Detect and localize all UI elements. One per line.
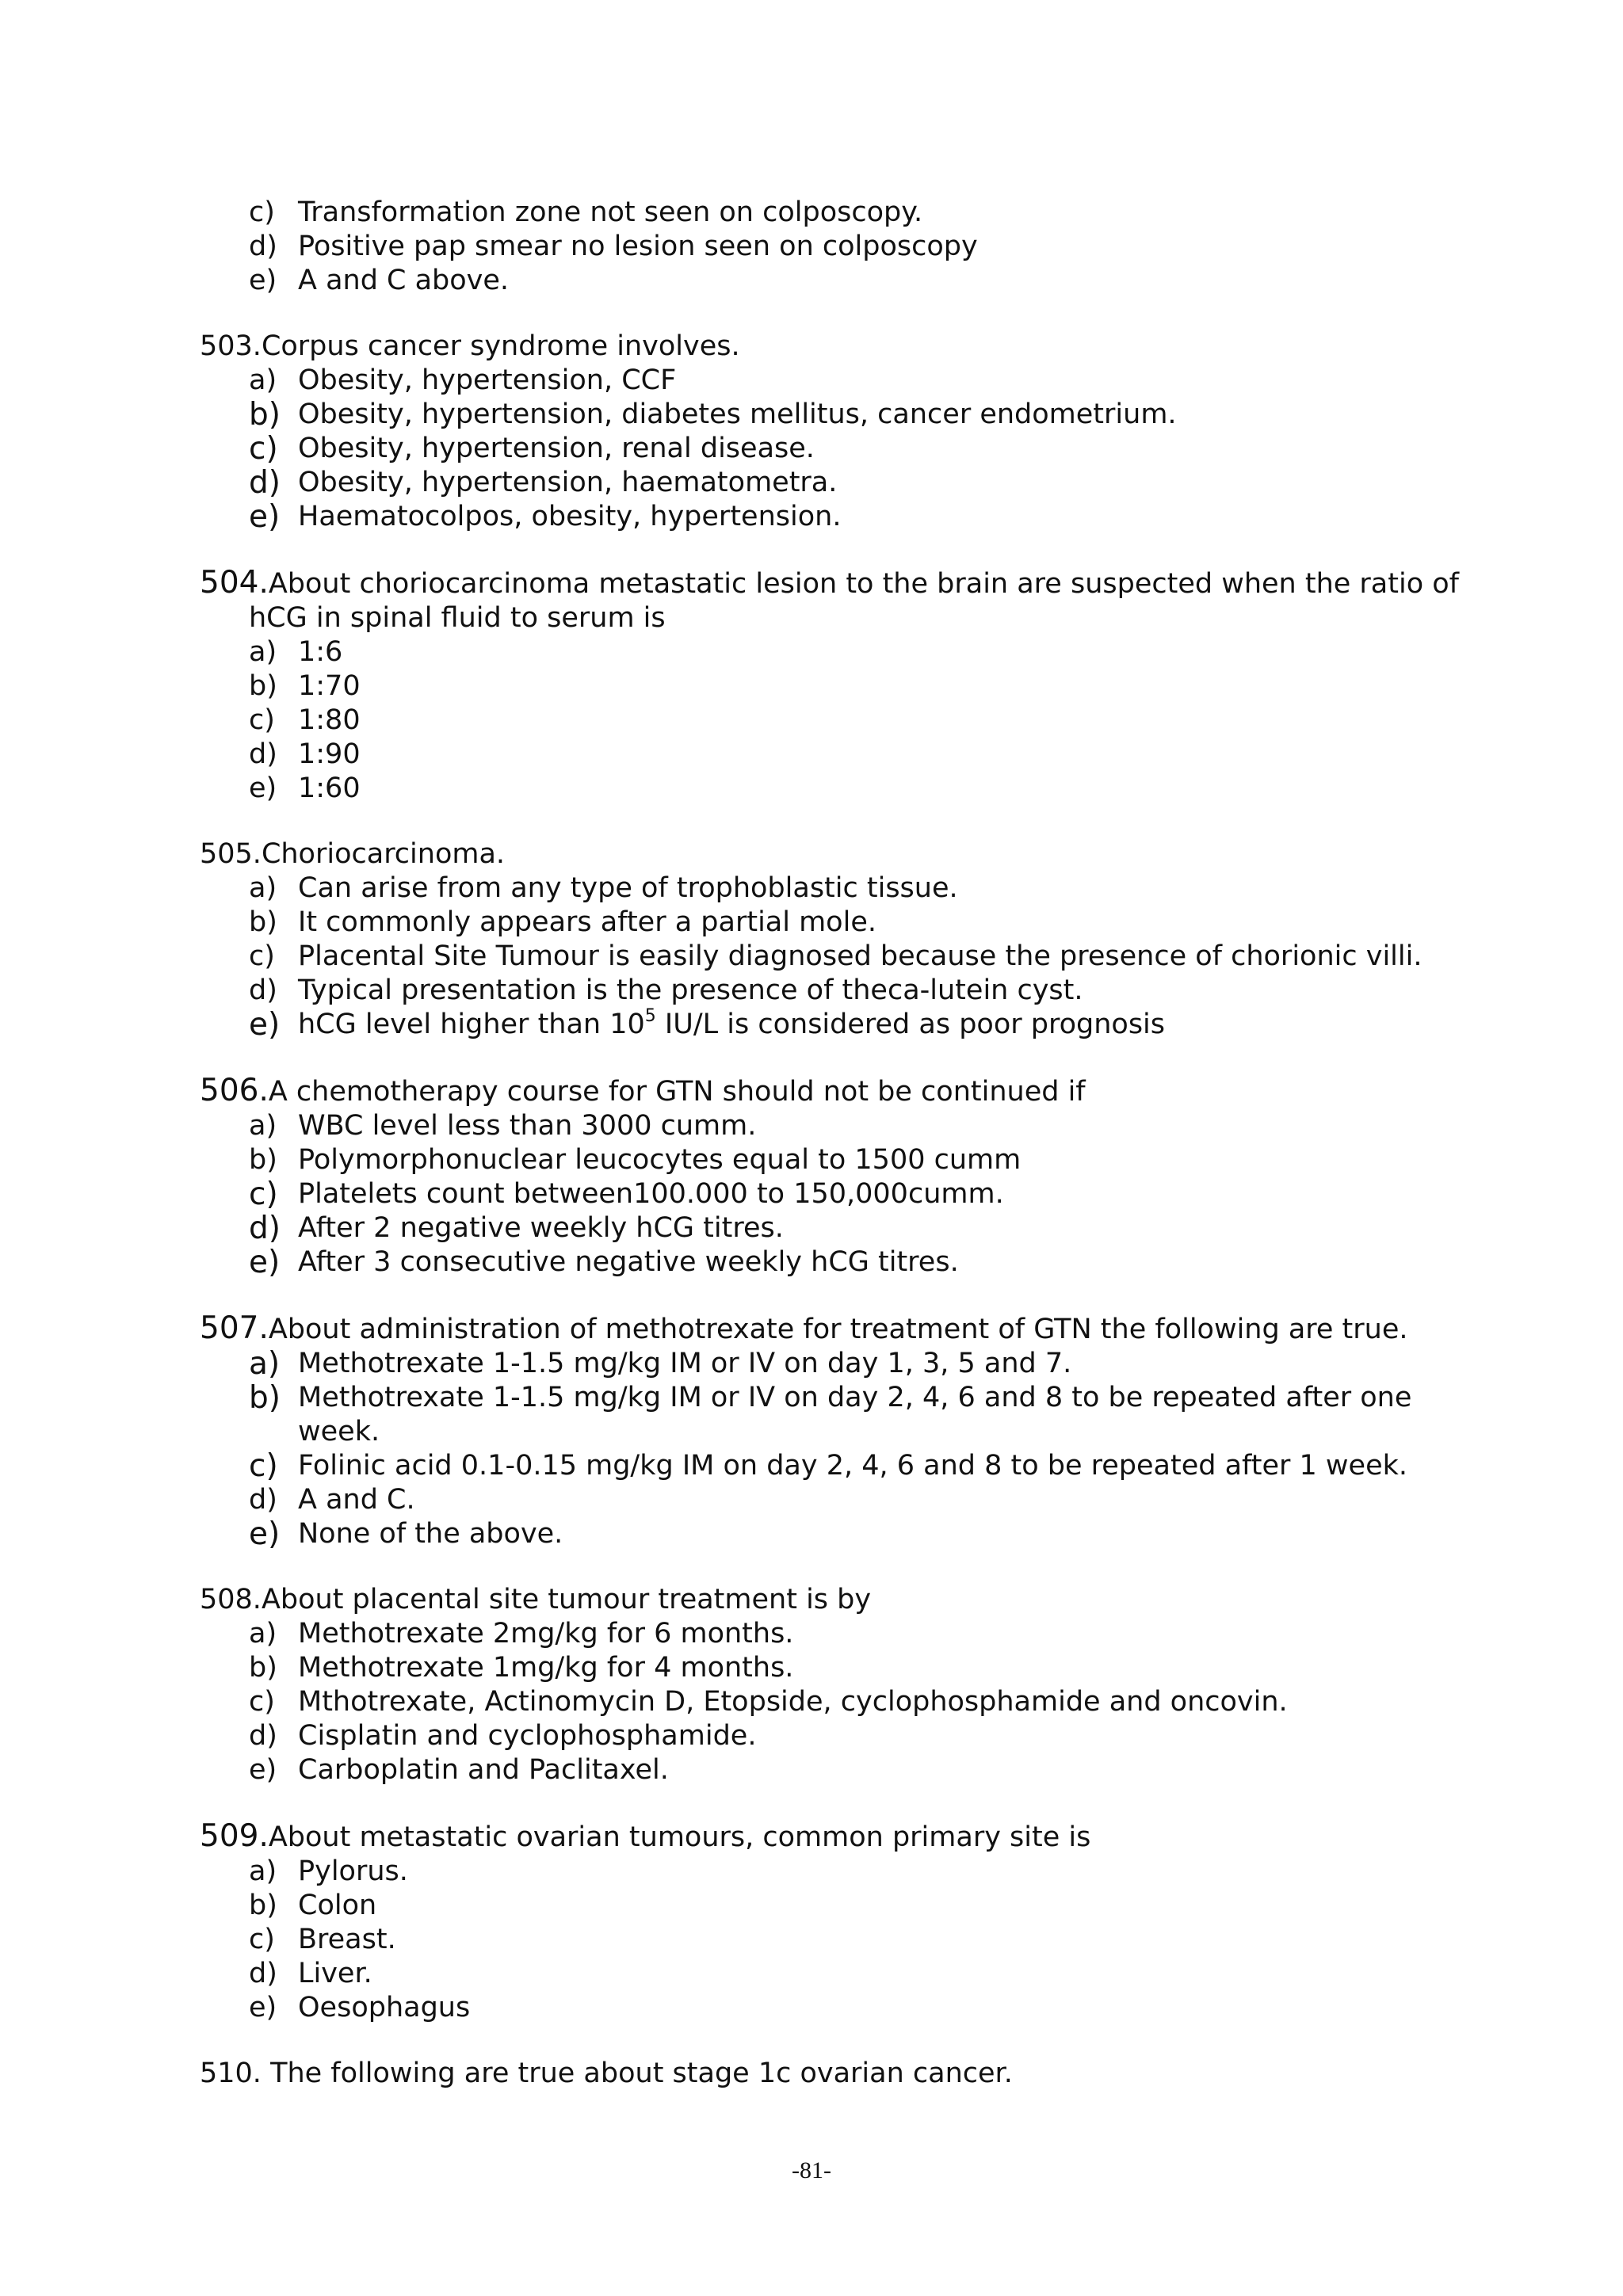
- option-a: [200, 1109, 1484, 1143]
- option-text: Obesity, hypertension, CCF: [298, 364, 677, 396]
- option-c: [200, 940, 1484, 974]
- options-list: [200, 1109, 1484, 1280]
- option-letter: c): [249, 431, 278, 467]
- question-508: [200, 1583, 1484, 1787]
- option-letter: d): [249, 1211, 281, 1246]
- option-c: [200, 432, 1484, 466]
- option-d: [200, 1211, 1484, 1245]
- option-letter: e): [249, 1754, 277, 1786]
- option-e: [200, 264, 1484, 298]
- option-c: [200, 1923, 1484, 1957]
- option-letter: a): [249, 1110, 277, 1142]
- option-a: [200, 635, 1484, 669]
- question-number: 505.: [200, 838, 262, 870]
- question-text: About choriocarcinoma metastatic lesion to the brain are suspected when the ratio of hCG in spinal fluid to serum is: [249, 568, 1459, 634]
- document-page: [200, 196, 1484, 2122]
- option-a: [200, 1617, 1484, 1651]
- option-text: Methotrexate 1-1.5 mg/kg IM or IV on day 2, 4, 6 and 8 to be repeated after one week.: [298, 1382, 1412, 1447]
- option-text: Breast.: [298, 1924, 396, 1955]
- question-number: 510.: [200, 2058, 262, 2089]
- option-text: Methotrexate 2mg/kg for 6 months.: [298, 1618, 794, 1650]
- option-letter: c): [249, 1686, 275, 1718]
- question-text: Corpus cancer syndrome involves.: [261, 330, 740, 362]
- option-e: [200, 1245, 1484, 1280]
- option-a: [200, 1855, 1484, 1889]
- question-number: 503.: [200, 330, 262, 362]
- option-letter: c): [249, 940, 275, 972]
- option-c: [200, 1685, 1484, 1719]
- options-list: [200, 196, 1484, 298]
- option-letter: d): [249, 974, 277, 1006]
- option-letter: d): [249, 231, 277, 262]
- options-list: [200, 1855, 1484, 2025]
- option-text: Cisplatin and cyclophosphamide.: [298, 1720, 757, 1752]
- options-list: [200, 871, 1484, 1042]
- option-text: 1:70: [298, 670, 361, 702]
- option-c: [200, 1449, 1484, 1483]
- option-letter: d): [249, 738, 277, 770]
- option-text: Haematocolpos, obesity, hypertension.: [298, 501, 842, 532]
- option-text: Typical presentation is the presence of theca-lutein cyst.: [298, 974, 1083, 1006]
- question-502-continuation: [200, 196, 1484, 298]
- question-stem: [200, 2057, 1484, 2091]
- option-c: [200, 704, 1484, 738]
- option-text: 1:90: [298, 738, 361, 770]
- option-text: After 3 consecutive negative weekly hCG titres.: [298, 1246, 959, 1278]
- question-504: [200, 566, 1484, 806]
- option-e: [200, 500, 1484, 534]
- question-506: [200, 1074, 1484, 1280]
- option-letter: d): [249, 1958, 277, 1989]
- option-text: After 2 negative weekly hCG titres.: [298, 1212, 784, 1244]
- options-list: [200, 364, 1484, 534]
- option-text: 1:80: [298, 704, 361, 736]
- option-d: [200, 974, 1484, 1008]
- option-letter: a): [249, 1346, 281, 1382]
- option-d: [200, 1957, 1484, 1991]
- option-letter: e): [249, 265, 277, 296]
- page-number: -81-: [792, 2157, 831, 2183]
- option-text: [298, 1006, 1166, 1040]
- option-text: None of the above.: [298, 1518, 563, 1550]
- option-b: [200, 1381, 1484, 1449]
- option-text: Liver.: [298, 1958, 372, 1989]
- question-number: 509.: [200, 1818, 269, 1854]
- option-letter: d): [249, 1720, 277, 1752]
- option-letter: e): [249, 499, 281, 535]
- exponent-superscript: 5: [644, 1006, 656, 1026]
- option-letter: b): [249, 670, 277, 702]
- option-text: 1:6: [298, 636, 343, 668]
- option-b: [200, 1651, 1484, 1685]
- option-text-after: IU/L is considered as poor prognosis: [655, 1009, 1166, 1040]
- option-text: 1:60: [298, 772, 361, 804]
- option-d: [200, 738, 1484, 772]
- option-e: [200, 1517, 1484, 1551]
- option-e: [200, 1753, 1484, 1787]
- option-text: Methotrexate 1-1.5 mg/kg IM or IV on day 1, 3, 5 and 7.: [298, 1348, 1072, 1379]
- option-text: WBC level less than 3000 cumm.: [298, 1110, 757, 1142]
- option-text: Transformation zone not seen on colposcopy.: [298, 196, 923, 228]
- option-letter: c): [249, 704, 275, 736]
- option-letter: b): [249, 1380, 281, 1416]
- option-text: Can arise from any type of trophoblastic tissue.: [298, 872, 958, 904]
- option-text: Oesophagus: [298, 1992, 471, 2023]
- option-text: Obesity, hypertension, haematometra.: [298, 467, 838, 498]
- option-e: [200, 772, 1484, 806]
- option-letter: b): [249, 1144, 277, 1176]
- question-number: 506.: [200, 1073, 269, 1108]
- question-text: A chemotherapy course for GTN should not be continued if: [268, 1076, 1086, 1108]
- option-letter: d): [249, 1484, 277, 1516]
- option-text: Obesity, hypertension, renal disease.: [298, 433, 815, 464]
- option-text: A and C.: [298, 1484, 415, 1516]
- question-stem: [200, 1583, 1484, 1617]
- option-text: Pylorus.: [298, 1855, 408, 1887]
- option-text: Carboplatin and Paclitaxel.: [298, 1754, 669, 1786]
- option-c: [200, 196, 1484, 230]
- question-number: 504.: [200, 565, 269, 601]
- option-text: Obesity, hypertension, diabetes mellitus, cancer endometrium.: [298, 399, 1177, 430]
- question-509: [200, 1819, 1484, 2025]
- option-letter: e): [249, 1245, 281, 1280]
- question-stem: [200, 1074, 1484, 1109]
- question-text: The following are true about stage 1c ovarian cancer.: [261, 2058, 1013, 2089]
- option-letter: c): [249, 1924, 275, 1955]
- question-stem: [200, 837, 1484, 871]
- option-a: [200, 364, 1484, 398]
- question-text: About metastatic ovarian tumours, common primary site is: [268, 1821, 1091, 1853]
- option-b: [200, 1889, 1484, 1923]
- option-letter: e): [249, 772, 277, 804]
- option-text-before: hCG level higher than 10: [298, 1009, 645, 1040]
- option-text: Colon: [298, 1890, 377, 1921]
- option-letter: e): [249, 1007, 281, 1043]
- option-text: Polymorphonuclear leucocytes equal to 1500 cumm: [298, 1144, 1022, 1176]
- option-e: [200, 1008, 1484, 1042]
- question-text: About administration of methotrexate for treatment of GTN the following are true.: [268, 1314, 1408, 1345]
- option-letter: b): [249, 1890, 277, 1921]
- option-d: [200, 1483, 1484, 1517]
- option-letter: e): [249, 1992, 277, 2023]
- question-text: About placental site tumour treatment is by: [261, 1584, 872, 1615]
- question-505: [200, 837, 1484, 1042]
- option-text: It commonly appears after a partial mole.: [298, 906, 876, 938]
- option-text: Methotrexate 1mg/kg for 4 months.: [298, 1652, 794, 1684]
- options-list: [200, 1617, 1484, 1787]
- question-number: 508.: [200, 1584, 262, 1615]
- option-text: Mthotrexate, Actinomycin D, Etopside, cyclophosphamide and oncovin.: [298, 1686, 1288, 1718]
- option-letter: c): [249, 196, 275, 228]
- option-e: [200, 1991, 1484, 2025]
- question-stem: [200, 566, 1484, 635]
- option-letter: b): [249, 906, 277, 938]
- option-letter: e): [249, 1516, 281, 1552]
- option-letter: c): [249, 1448, 278, 1484]
- option-letter: c): [249, 1177, 278, 1212]
- question-stem: [200, 1819, 1484, 1855]
- question-510: [200, 2057, 1484, 2091]
- question-507: [200, 1311, 1484, 1551]
- option-letter: b): [249, 1652, 277, 1684]
- question-text: Choriocarcinoma.: [261, 838, 506, 870]
- option-letter: a): [249, 364, 277, 396]
- option-b: [200, 398, 1484, 432]
- option-text: Placental Site Tumour is easily diagnosed because the presence of chorionic villi.: [298, 940, 1423, 972]
- option-letter: a): [249, 1618, 277, 1650]
- option-text: A and C above.: [298, 265, 510, 296]
- option-b: [200, 669, 1484, 704]
- question-stem: [200, 1311, 1484, 1347]
- option-letter: d): [249, 465, 281, 501]
- option-a: [200, 1347, 1484, 1381]
- option-b: [200, 1143, 1484, 1177]
- option-d: [200, 1719, 1484, 1753]
- option-b: [200, 906, 1484, 940]
- question-number: 507.: [200, 1310, 269, 1346]
- options-list: [200, 1347, 1484, 1551]
- option-d: [200, 466, 1484, 500]
- options-list: [200, 635, 1484, 806]
- option-letter: a): [249, 636, 277, 668]
- option-letter: b): [249, 397, 281, 433]
- option-text: Platelets count between100.000 to 150,000cumm.: [298, 1178, 1004, 1210]
- question-503: [200, 330, 1484, 534]
- option-a: [200, 871, 1484, 906]
- option-c: [200, 1177, 1484, 1211]
- option-letter: a): [249, 872, 277, 904]
- option-text: Positive pap smear no lesion seen on colposcopy: [298, 231, 978, 262]
- option-text: Folinic acid 0.1-0.15 mg/kg IM on day 2, 4, 6 and 8 to be repeated after 1 week.: [298, 1450, 1407, 1482]
- question-stem: [200, 330, 1484, 364]
- option-d: [200, 230, 1484, 264]
- option-letter: a): [249, 1855, 277, 1887]
